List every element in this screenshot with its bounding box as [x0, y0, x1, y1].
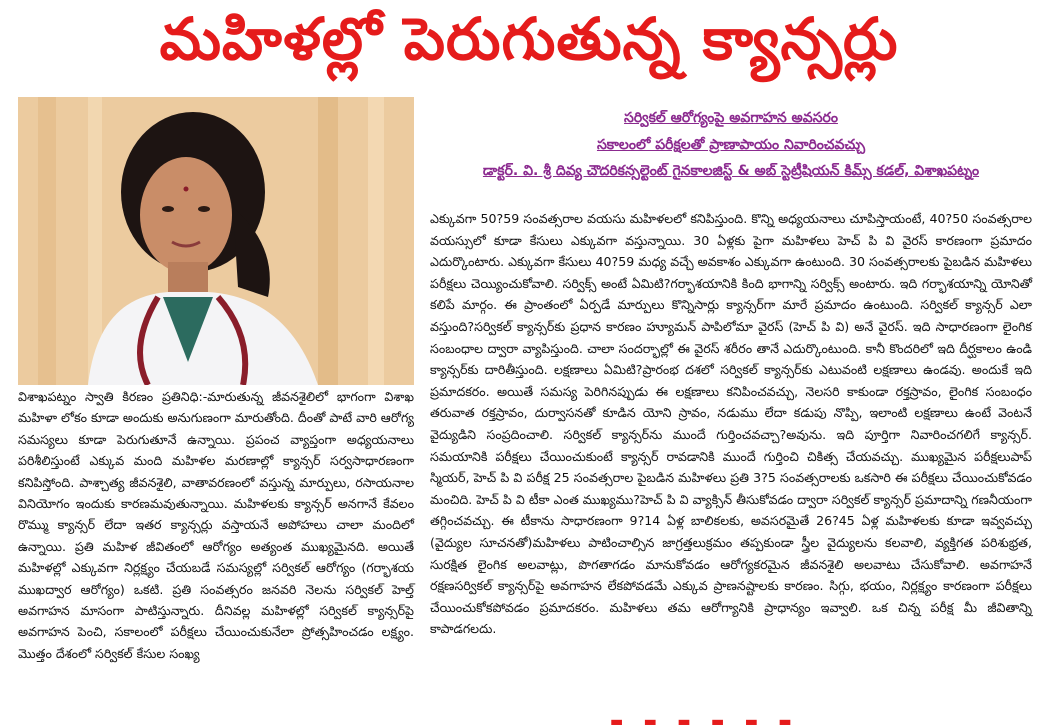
subheading-byline: డాక్టర్. వి. శ్రీ దివ్య చౌదరికన్సల్టెంట్ గైనకాలజిస్ట్ & అబ్ స్టెట్రీషియన్ కిమ్స్ కడల్, విశాఖపట్నం [482, 163, 980, 179]
doctor-portrait-image [18, 97, 414, 385]
cropped-next-headline-decoration: ▬ ▬ ▬ ▬ ▬ ▬ [610, 714, 800, 726]
article-left-column: విశాఖపట్నం స్వాతి కిరణం ప్రతినిధి:-మారుతున్న జీవనశైలిలో భాగంగా విశాఖ మహిళా లోకం కూడా అందుకు అనుగుణంగా మారుతోంది. దీంతో పాటే వారి ఆరోగ్య సమస్యలు కూడా పెరుగుతూనే ఉన్నాయి. ప్రపంచ వ్యాప్తంగా అధ్యయనాలు పరిశీలిస్తుంటే ఎక్కువ మంది మహిళల మరణాల్లో క్యాన్సర్ సర్వసాధారణంగా కనిపిస్తోంది. పాశ్చాత్య జీవనశైలి, వాతావరణంలో వస్తున్న మార్పులు, రసాయనాల వినియోగం ఇందుకు కారణమవుతున్నాయి. మహిళలకు క్యాన్సర్ అనగానే కేవలం రొమ్ము క్యాన్సర్ లేదా ఇతర క్యాన్సర్లు వస్తాయనే అపోహలు చాలా మందిలో ఉన్నాయి. ప్రతి మహిళ జీవితంలో ఆరోగ్యం అత్యంత ముఖ్యమైనది. అయితే మహిళల్లో ఎక్కువగా నిర్లక్ష్యం చేయబడే సమస్యల్లో సర్వికల్ ఆరోగ్యం (గర్భాశయ ముఖద్వార ఆరోగ్యం) ఒకటి. ప్రతి సంవత్సరం జనవరి నెలను సర్వికల్ హెల్త్ అవగాహన మాసంగా పాటిస్తున్నారు. దీనివల్ల మహిళల్లో సర్వికల్ క్యాన్సర్‌పై అవగాహన పెంచి, సకాలంలో పరీక్షలు చేయించుకునేలా ప్రోత్సహించడం లక్ష్యం. మొత్తం దేశంలో సర్వికల్ కేసుల సంఖ్య [18, 389, 415, 661]
subheading-prevention: సకాలంలో పరీక్షలతో ప్రాణాపాయం నివారించవచ్చు [596, 137, 866, 153]
doctor-photo [18, 97, 414, 385]
subheading-awareness: సర్వికల్ ఆరోగ్యంపై అవగాహన అవసరం [624, 110, 838, 126]
headline: మహిళల్లో పెరుగుతున్న క్యాన్సర్లు [159, 4, 899, 73]
article-right-column: ఎక్కువగా 50?59 సంవత్సరాల వయసు మహిళలలో కనిపిస్తుంది. కొన్ని అధ్యయనాలు చూపిస్తాయంటే, 40?50 సంవత్సరాల వయస్సులో కూడా కేసులు ఎక్కువగా వస్తున్నాయి. 30 ఏళ్లకు పైగా మహిళలు హెచ్ పి వి వైరస్ కారణంగా ప్రమాదం ఎదుర్కొంటారు. ఎక్కువగా కేసులు 40?59 మధ్య వచ్చే అవకాశం ఎక్కువగా ఉంటుంది. 30 సంవత్సరాలకు పైబడిన మహిళలు పరీక్షలు చెయ్యించుకోవాలి. సర్విక్స్ అంటే ఏమిటి?గర్భాశయానికి కింది భాగాన్ని సర్విక్స్ అంటారు. ఇది గర్భాశయాన్ని యోనితో కలిపే మార్గం. ఈ ప్రాంతంలో ఏర్పడే మార్పులు కొన్నిసార్లు క్యాన్సర్‌గా మారే ప్రమాదం ఉంటుంది. సర్వికల్ క్యాన్సర్ ఎలా వస్తుంది?సర్వికల్ క్యాన్సర్‌కు ప్రధాన కారణం హ్యూమన్ పాపిలోమా వైరస్ (హెచ్ పి వి) అనే వైరస్. ఇది సాధారణంగా లైంగిక సంబంధాల ద్వారా వ్యాపిస్తుంది. చాలా సందర్భాల్లో ఈ వైరస్ శరీరం తానే ఎదుర్కొంటుంది. కానీ కొందరిలో ఇది దీర్ఘకాలం ఉండి క్యాన్సర్‌కు దారితీస్తుంది. లక్షణాలు ఏమిటి?ప్రారంభ దశలో సర్వికల్ క్యాన్సర్‌కు ఎటువంటి లక్షణాలు ఉండవు. అందుకే ఇది ప్రమాదకరం. అయితే సమస్య పెరిగినప్పుడు ఈ లక్షణాలు కనిపించవచ్చు, నెలసరి కాకుండా రక్తస్రావం, లైంగిక సంబంధం తరువాత రక్తస్రావం, దుర్వాసనతో కూడిన యోని స్రావం, నడుము లేదా కడుపు నొప్పి, ఇలాంటి లక్షణాలు ఉంటే వెంటనే వైద్యుడిని సంప్రదించాలి. సర్వికల్ క్యాన్సర్‌ను ముందే గుర్తించవచ్చా?అవును. ఇది పూర్తిగా నివారించగలిగే క్యాన్సర్. సమయానికి పరీక్షలు చేయించుకుంటే క్యాన్సర్ రావడానికి ముందే గుర్తించి చికిత్స చేయవచ్చు. ముఖ్యమైన పరీక్షలుపాప్ స్మియర్, హెచ్ పి వి పరీక్ష 25 సంవత్సరాల పైబడిన మహిళలు ప్రతి 3?5 సంవత్సరాలకు ఒకసారి ఈ పరీక్షలు చేయించుకోవడం మంచిది. హెచ్ పి వి టీకా ఎంత ముఖ్యము?హెచ్ పి వి వ్యాక్సిన్ తీసుకోవడం ద్వారా సర్వికల్ క్యాన్సర్ ప్రమాదాన్ని గణనీయంగా తగ్గించవచ్చు. ఈ టీకాను సాధారణంగా 9?14 ఏళ్ల బాలికలకు, అవసరమైతే 26?45 ఏళ్ల మహిళలకు కూడా ఇవ్వవచ్చు (వైద్యుల సూచనతో)మహిళలు పాటించాల్సిన జాగ్రత్తలుక్రమం తప్పకుండా స్త్రీల వైద్యులను కలవాలి, వ్యక్తిగత పరిశుభ్రత, సురక్షిత లైంగిక అలవాట్లు, పొగతాగడం మానుకోవడం ఆరోగ్యకరమైన జీవనశైలి అలవాటు చేసుకోవాలి. అవగాహనే రక్షణసర్వికల్ క్యాన్సర్‌పై అవగాహన లేకపోవడమే ఎక్కువ ప్రాణనష్టాలకు కారణం. సిగ్గు, భయం, నిర్లక్ష్యం కారణంగా పరీక్షలు చేయించుకోకపోవడం ప్రమాదకరం. మహిళలు తమ ఆరోగ్యానికి ప్రాధాన్యం ఇవ్వాలి. ఒక చిన్న పరీక్ష మీ జీవితాన్ని కాపాడగలదు. [430, 211, 1032, 637]
